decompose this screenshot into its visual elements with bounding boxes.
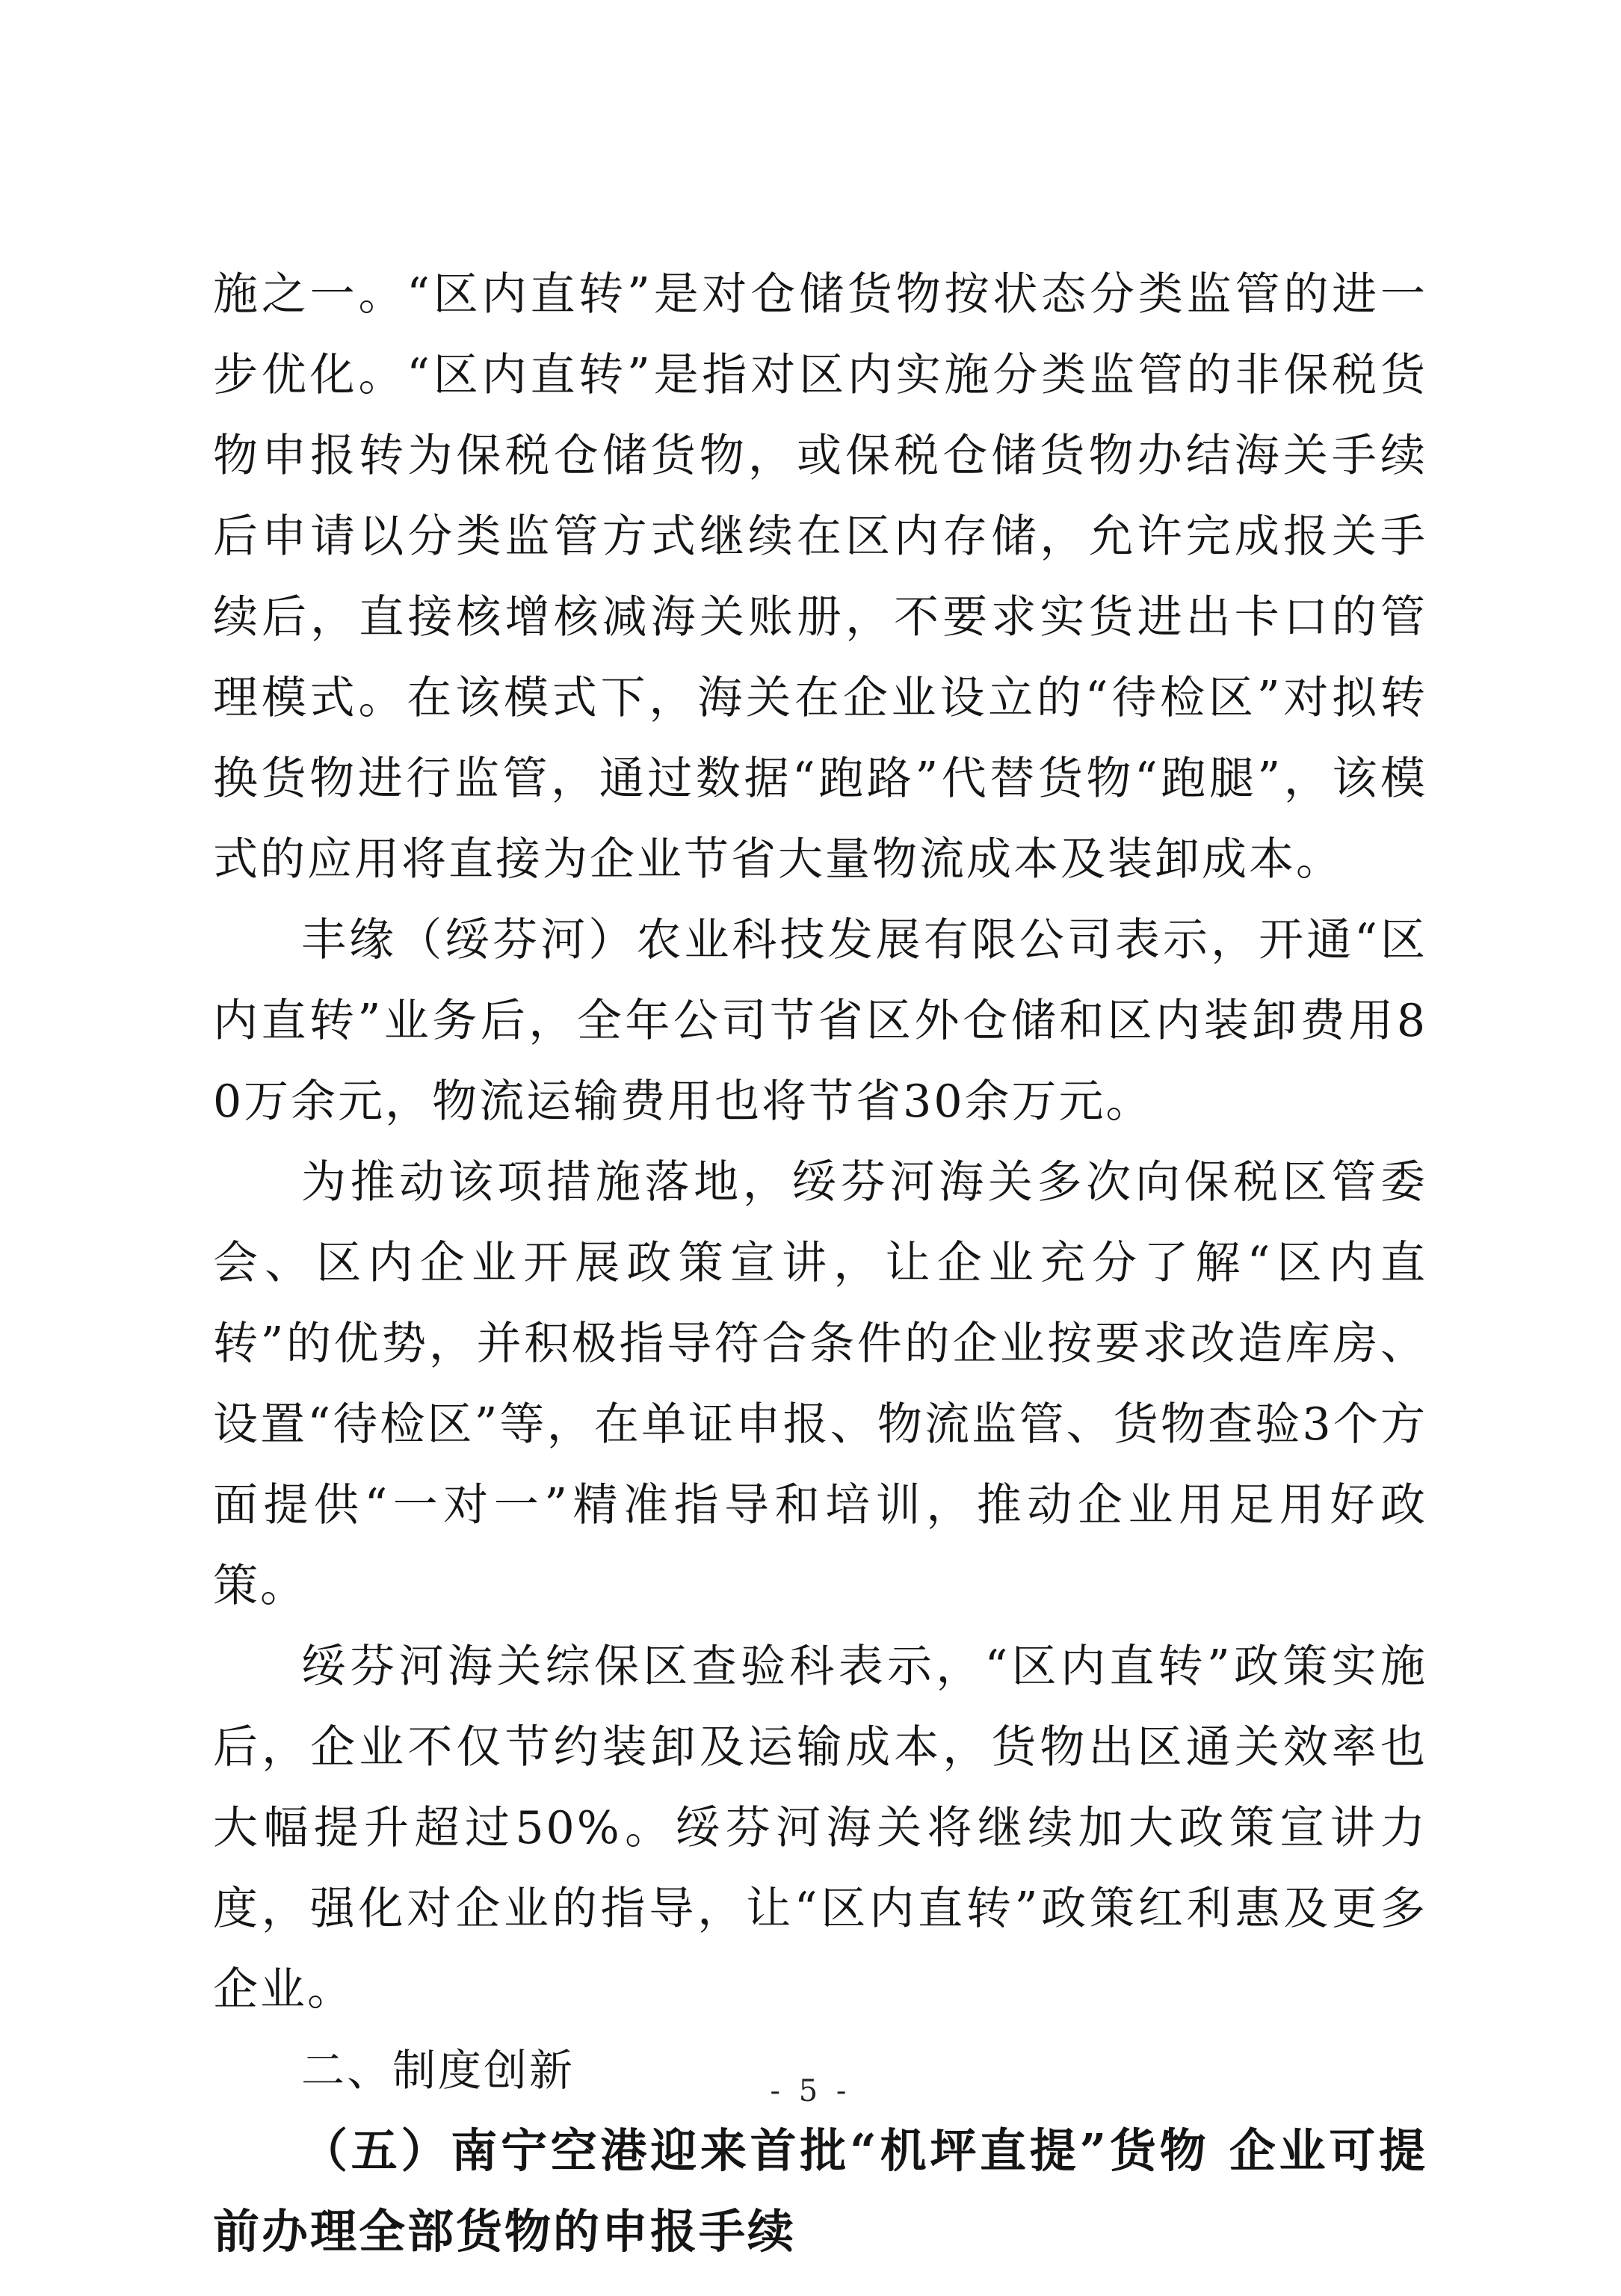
section-heading: 二、制度创新 (301, 2045, 575, 2096)
sub-heading: （五）南宁空港迎来首批“机坪直提”货物 企业可提前办理全部货物的申报手续 (213, 2123, 1427, 2259)
document-body (213, 254, 1427, 2272)
paragraph-continuation: 施之一。“区内直转”是对仓储货物按状态分类监管的进一步优化。“区内直转”是指对区内实施分类监管的非保税货物申报转为保税仓储货物，或保税仓储货物办结海关手续后申请以分类监管方式继续在区内存储，允许完成报关手续后，直接核增核减海关账册，不要求实货进出卡口的管理模式。在该模式下，海关在企业设立的“待检区”对拟转换货物进行监管，通过数据“跑路”代替货物“跑腿”，该模式的应用将直接为企业节省大量物流成本及装卸成本。 (213, 268, 1427, 886)
page-number: - 5 - (770, 2074, 851, 2108)
paragraph-company-statement: 丰缘（绥芬河）农业科技发展有限公司表示，开通“区内直转”业务后，全年公司节省区外仓储和区内装卸费用80万余元，物流运输费用也将节省30余万元。 (213, 914, 1427, 1128)
paragraph-inspection-section: 绥芬河海关综保区查验科表示，“区内直转”政策实施后，企业不仅节约装卸及运输成本，货物出区通关效率也大幅提升超过50%。绥芬河海关将继续加大政策宣讲力度，强化对企业的指导，让“区内直转”政策红利惠及更多企业。 (213, 1641, 1427, 2016)
paragraph-policy-promotion: 为推动该项措施落地，绥芬河海关多次向保税区管委会、区内企业开展政策宣讲，让企业充分了解“区内直转”的优势，并积极指导符合条件的企业按要求改造库房、设置“待检区”等，在单证申报、物流监管、货物查验3个方面提供“一对一”精准指导和培训，推动企业用足用好政策。 (213, 1156, 1427, 1612)
